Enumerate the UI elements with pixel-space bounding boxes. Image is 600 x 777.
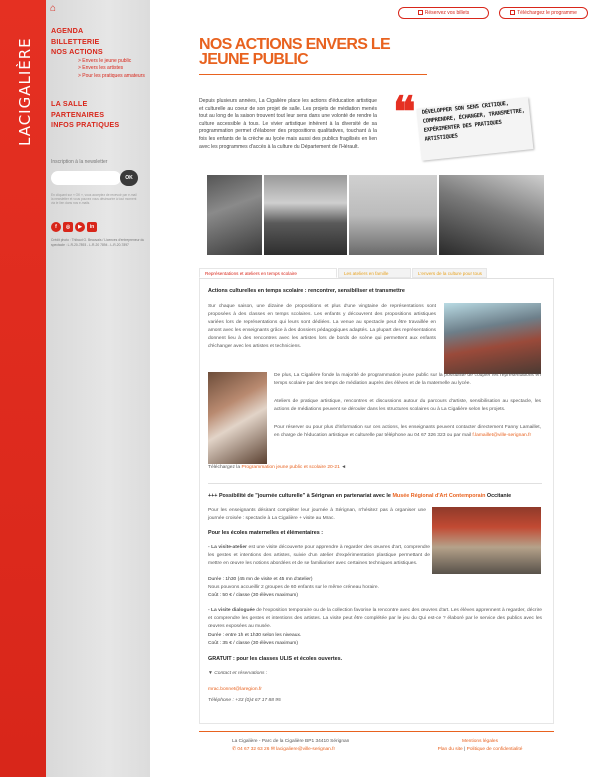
ticket-icon [418,10,423,15]
nav-billetterie[interactable]: BILLETTERIE [51,36,100,46]
instagram-icon[interactable]: ◎ [63,222,73,232]
paragraph-visite-dialoguee [208,607,542,631]
tickets-button[interactable] [398,7,489,19]
contact-phone: Téléphone : +33 (0)4 67 17 88 95 [208,698,281,703]
footer-links [430,738,530,754]
tab-culture-pour-tous[interactable]: L'envers de la culture pour tous [412,268,487,278]
visite-dialoguee-cout: Coût : 35 € / classe (30 élèves maximum) [208,641,298,646]
journee-heading-suffix: Occitanie [486,493,512,499]
quote-text: DÉVELOPPER SON SENS CRITIQUE, COMPRENDRE, ÉCHANGER, TRANSMETTRE, EXPÉRIMENTER DES PRATIQUES ARTISTIQUES [421,100,525,143]
tab-famille[interactable]: Les ateliers en famille [338,268,411,278]
paragraph-scolaire: Sur chaque saison, une dizaine de propositions et plus d'une vingtaine de représentations sont proposées à des classes en temps scolaires. Les enfants y découvrent des propositions artistiques variées lors de représentations qui leurs sont dédiées. La venue au spectacle peut être travaillée en amont avec les enseignants grâce à des dossiers pédagogiques adaptés. La plupart des représentations donnent lieu à des rencontres avec les artistes lors de bords de scène qui permettent aux enfants d'échanger avec les artistes et techniciens. [208,304,436,349]
footer-phone-link[interactable]: 04 67 32 63 26 [237,747,270,752]
footer-rule [199,731,554,732]
contact-mrac-email-line [208,686,408,694]
home-icon[interactable]: ⌂ [50,3,57,14]
photo-strip [207,175,544,255]
section-divider [208,483,542,484]
visite-atelier-text: est une visite découverte pour apprendre à regarder des œuvres d'art, comprendre les gestes et intentions des artistes, suivie d'un atelier d'expérimentation plastique permettant de mettre en œuvre les notions abordées et de se familiariser avec certaines techniques artistiques. [208,545,430,566]
paragraph-visite-atelier [208,544,430,568]
nav-actions[interactable]: NOS ACTIONS [51,47,103,56]
visite-dialoguee-lead: - La visite dialoguée [208,608,255,613]
calendar-icon [510,10,515,15]
nav-sub-jeune-public[interactable]: > Envers le jeune public [78,57,132,64]
download-prefix: Téléchargez la [208,465,241,470]
nav-sub-amateurs[interactable]: > Pour les pratiques amateurs [78,72,145,79]
program-button-label: Téléchargez le programme [517,10,577,16]
tab-bar [199,268,554,279]
footer-email-link[interactable]: lacigaliere@ville-serignan.fr [276,747,336,752]
photo-children-mural [208,372,267,464]
heading-ecoles: Pour les écoles maternelles et élémentaires : [208,530,324,536]
contact-heading: ▼ Contact et réservations : [208,671,268,676]
newsletter-legal-text: En cliquant sur « OK », vous acceptez de recevoir par e-mail la newsletter et vous pouvez vous désinscrire à tout moment via le lien dans nos e-mails. [51,193,137,205]
linkedin-icon[interactable]: in [87,222,97,232]
contact-email-link[interactable]: f.lamaillet@ville-serignan.fr [472,433,532,438]
logo[interactable] [8,37,38,150]
download-programmation-link[interactable]: Programmation jeune public et scolaire 20-21 [241,465,340,470]
download-program-button[interactable] [499,7,588,19]
paragraph-reservation [274,424,541,440]
photo-theatre-hall [444,303,541,374]
paragraph-journee: Pour les enseignants désirant compléter leur journée à Sérignan, n'hésitez pas à organiser une journée croisée : spectacle à La Cigalière + visite au Mrac. [208,508,426,521]
download-line [208,464,508,472]
photo-dance-class [349,175,436,255]
intro-paragraph: Depuis plusieurs années, La Cigalière place les actions d'éducation artistique et culturelle au coeur de son projet de salle. Les projets de médiation menés tout au long de la saison trouvent tout leur sens dans une volonté de rendre la culture accessible à tous. Le vivier artistique inhérent à la diversité de sa programmation permet d'élaborer des propositions qualitatives, touchant à la fois les enfants de la crèche au lycée mais aussi des publics fragilisés en lien avec les programmes d'accès à la culture du Département de l'Hérault. [199,98,377,150]
tab-scolaire[interactable]: Représentations et ateliers en temps scolaire [199,268,337,278]
mail-icon: ✉ [270,747,275,752]
nav-agenda[interactable]: AGENDA [51,26,84,35]
reservation-text: Pour réserver ou pour plus d'information sur ces actions, les enseignants peuvent contacter directement Fanny Lamaillet, en charge de l'éducation artistique et culturelle par téléphone au 04 67 326 323 ou par mail [274,425,541,438]
social-links [51,222,97,232]
logo-text: LACIGALIÈRE [16,37,34,146]
visite-dialoguee-text: de l'exposition temporaire ou de la collection favorise la rencontre avec des œuvres d'art. Les élèves apprennent à regarder, décrire et comprendre les gestes et intentions des artistes. La visite peut être complétée par le jeu du Qui est-ce ? élaboré par le service des publics avec les œuvres exposées au musée. [208,608,543,629]
youtube-icon[interactable]: ▶ [75,222,85,232]
newsletter-ok-button[interactable]: OK [120,170,138,186]
footer-separator: | [464,747,466,752]
arrow-left-icon: ◄ [341,465,347,470]
main-nav [51,26,151,131]
photo-street [207,175,262,255]
section-heading-scolaire: Actions culturelles en temps scolaire : rencontrer, sensibiliser et transmettre [208,288,405,294]
mrac-link[interactable]: Musée Régional d'Art Contemporain [392,493,486,499]
visite-atelier-groupes: Nous pouvons accueillir 2 groupes de 60 enfants sur le même créneau horaire. [208,585,379,590]
credits-text: Crédit photo : Thibaut G. Beauvais / Licences d'entrepreneur du spectacle : L-R-20-7893 - L-R-20 7894 - L-R-20-7897 [51,238,145,247]
nav-salle[interactable]: LA SALLE [51,99,88,108]
visite-dialoguee-duree: Durée : entre 1h et 1h30 selon les niveaux. [208,633,302,638]
facebook-icon[interactable]: f [51,222,61,232]
page-title: NOS ACTIONS ENVERS LE JEUNE PUBLIC [199,36,390,68]
gratuit-note: GRATUIT : pour les classes ULIS et écoles ouvertes. [208,656,343,662]
footer-address-block [232,738,349,754]
paragraph-programmation: De plus, La Cigalière fonde la majorité de programmation jeune public sur la possibilité de coupler les représentations en temps scolaire par des temps de médiation auprès des élèves et de la maternelle au lycée. [274,373,541,386]
journee-heading-text: +++ Possibilité de "journée culturelle" à Sérignan en partenariat avec le [208,493,391,499]
footer-contact-line [232,746,349,754]
mentions-legales-link[interactable]: Mentions légales [462,739,498,744]
privacy-link[interactable]: Politique de confidentialité [466,747,523,752]
tickets-button-label: Réservez vos billets [424,10,470,16]
nav-gap [51,80,151,99]
mrac-email-link[interactable]: mrac.bonnet@laregion.fr [208,687,262,692]
photo-auditorium [264,175,348,255]
nav-infos[interactable]: INFOS PRATIQUES [51,120,120,129]
title-rule [199,74,427,75]
plan-du-site-link[interactable]: Plan du site [437,747,463,752]
nav-sub-artistes[interactable]: > Envers les artistes [78,65,124,71]
photo-children-workshop [439,175,544,255]
phone-icon: ✆ [232,747,237,752]
visite-atelier-cout: Coût : 50 € / classe (30 élèves maximum) [208,593,298,598]
nav-partenaires[interactable]: PARTENAIRES [51,109,105,119]
visite-atelier-lead: - La visite-atelier [208,545,247,550]
newsletter-label: Inscription à la newsletter [51,159,108,165]
quote-icon: ❝ [393,87,416,136]
newsletter-email-input[interactable] [51,171,121,185]
footer-address: La Cigalière - Parc de la Cigalière BP1 34410 Sérignan [232,739,350,744]
photo-museum-visit [432,507,541,574]
visite-atelier-duree: Durée : 1h30 (45 mn de visite et 45 mn d'atelier) [208,577,313,582]
paragraph-ateliers: Ateliers de pratique artistique, rencontres et discussions autour du parcours d'artiste, sensibilisation au spectacle, les actions de médiations peuvent se dérouler dans les structures scolaires ou à La Cigalière selon les projets. [274,399,541,412]
section-heading-journee [208,493,548,500]
